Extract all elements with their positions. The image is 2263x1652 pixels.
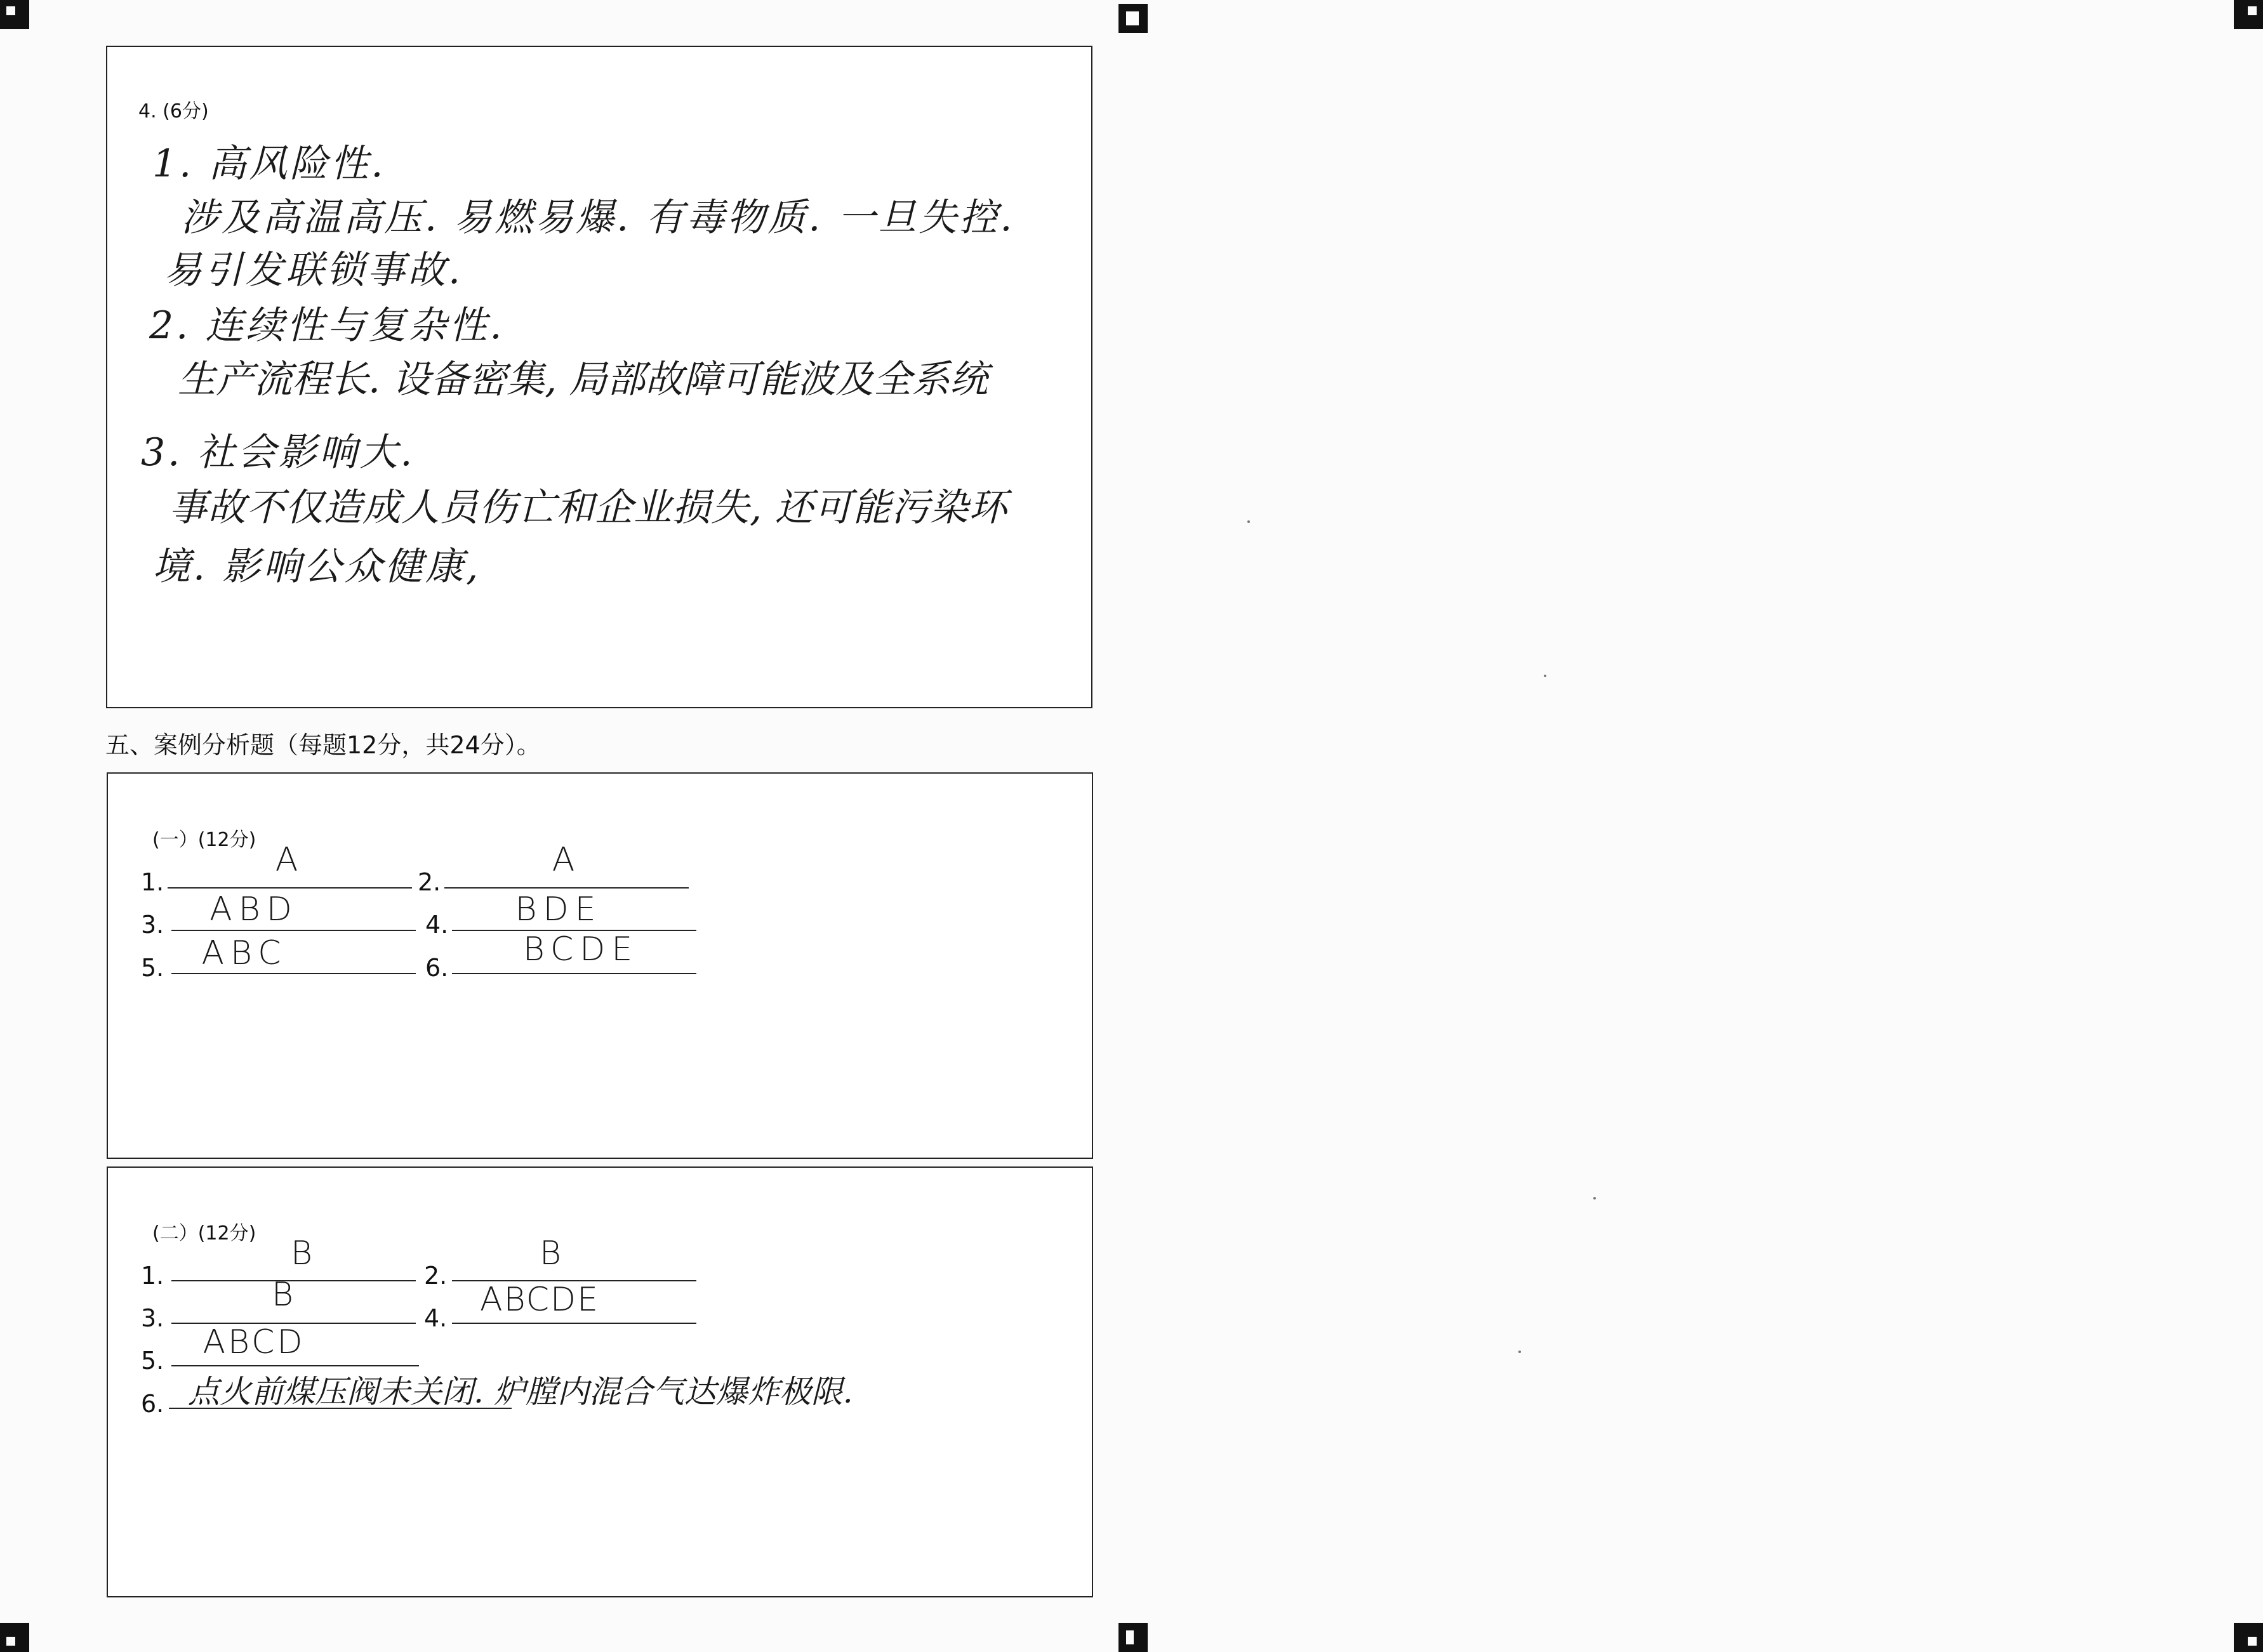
case-2-label: (二）(12分): [152, 1222, 256, 1245]
case-2-item-5-number: 5.: [141, 1347, 164, 1375]
q4-handwriting-line-1: 1. 高风险性.: [152, 142, 386, 186]
case-1-item-1-answer: A: [275, 841, 305, 879]
case-2-item-6-number: 6.: [141, 1390, 164, 1418]
corner-marker-bottom-center: [1118, 1623, 1148, 1652]
scan-speck: [1518, 1351, 1521, 1353]
case-2-item-3-answer: B: [271, 1276, 300, 1314]
case-1-label: (一）(12分): [152, 829, 256, 851]
corner-marker-top-center: [1118, 4, 1148, 33]
case-2-item-1-number: 1.: [141, 1262, 164, 1290]
section-5-title: 五、案例分析题（每题12分，共24分）。: [105, 731, 541, 759]
case-1-item-2-answer-line: [444, 887, 689, 889]
case-2-item-6-answer: 点火前煤压阀未关闭. 炉膛内混合气达爆炸极限.: [188, 1373, 853, 1410]
case-1-item-1-number: 1.: [141, 868, 164, 896]
corner-marker-top-left: [0, 0, 29, 29]
corner-marker-bottom-left: [0, 1623, 29, 1652]
q4-handwriting-line-3: 易引发联锁事故.: [164, 248, 463, 293]
q4-handwriting-line-5: 生产流程长. 设备密集, 局部故障可能波及全系统: [178, 357, 988, 402]
corner-marker-bottom-right: [2234, 1623, 2263, 1652]
case-1-item-2-number: 2.: [418, 868, 441, 896]
q4-handwriting-line-7: 事故不仅造成人员伤亡和企业损失, 还可能污染环: [169, 486, 1008, 530]
case-2-item-2-number: 2.: [424, 1262, 448, 1290]
case-1-item-6-answer: BCDE: [522, 930, 639, 968]
q4-handwriting-line-4: 2. 连续性与复杂性.: [149, 303, 505, 348]
case-2-item-3-number: 3.: [141, 1304, 164, 1332]
case-2-item-2-answer: B: [539, 1234, 568, 1272]
q4-handwriting-line-8: 境. 影响公众健康,: [152, 545, 481, 589]
case-1-item-4-number: 4.: [425, 911, 449, 939]
scan-speck: [1544, 675, 1546, 677]
scan-speck: [1247, 520, 1250, 523]
case-2-item-5-answer: ABCD: [202, 1323, 305, 1361]
case-1-item-3-answer: ABD: [209, 890, 298, 928]
case-2-item-4-answer: ABCDE: [480, 1281, 599, 1319]
q4-handwriting-line-2: 涉及高温高压. 易燃易爆. 有毒物质. 一旦失控.: [181, 195, 1015, 240]
case-1-item-6-answer-line: [452, 973, 696, 974]
case-1-item-1-answer-line: [168, 887, 412, 889]
question-4-label: 4. (6分): [138, 100, 209, 122]
scan-speck: [1593, 1197, 1596, 1199]
q4-handwriting-line-6: 3. 社会影响大.: [141, 430, 415, 475]
corner-marker-top-right: [2234, 0, 2263, 29]
case-2-item-4-number: 4.: [424, 1304, 448, 1332]
case-1-item-4-answer: BDE: [515, 890, 602, 928]
case-2-item-4-answer-line: [452, 1323, 696, 1324]
case-1-item-3-number: 3.: [141, 911, 164, 939]
case-1-item-5-answer: ABC: [201, 934, 288, 972]
case-1-item-5-number: 5.: [141, 954, 164, 982]
case-1-item-5-answer-line: [171, 973, 416, 974]
case-1-item-6-number: 6.: [425, 954, 449, 982]
case-1-item-2-answer: A: [552, 841, 581, 879]
case-2-item-1-answer: B: [290, 1234, 319, 1272]
case-1-item-3-answer-line: [171, 930, 416, 931]
